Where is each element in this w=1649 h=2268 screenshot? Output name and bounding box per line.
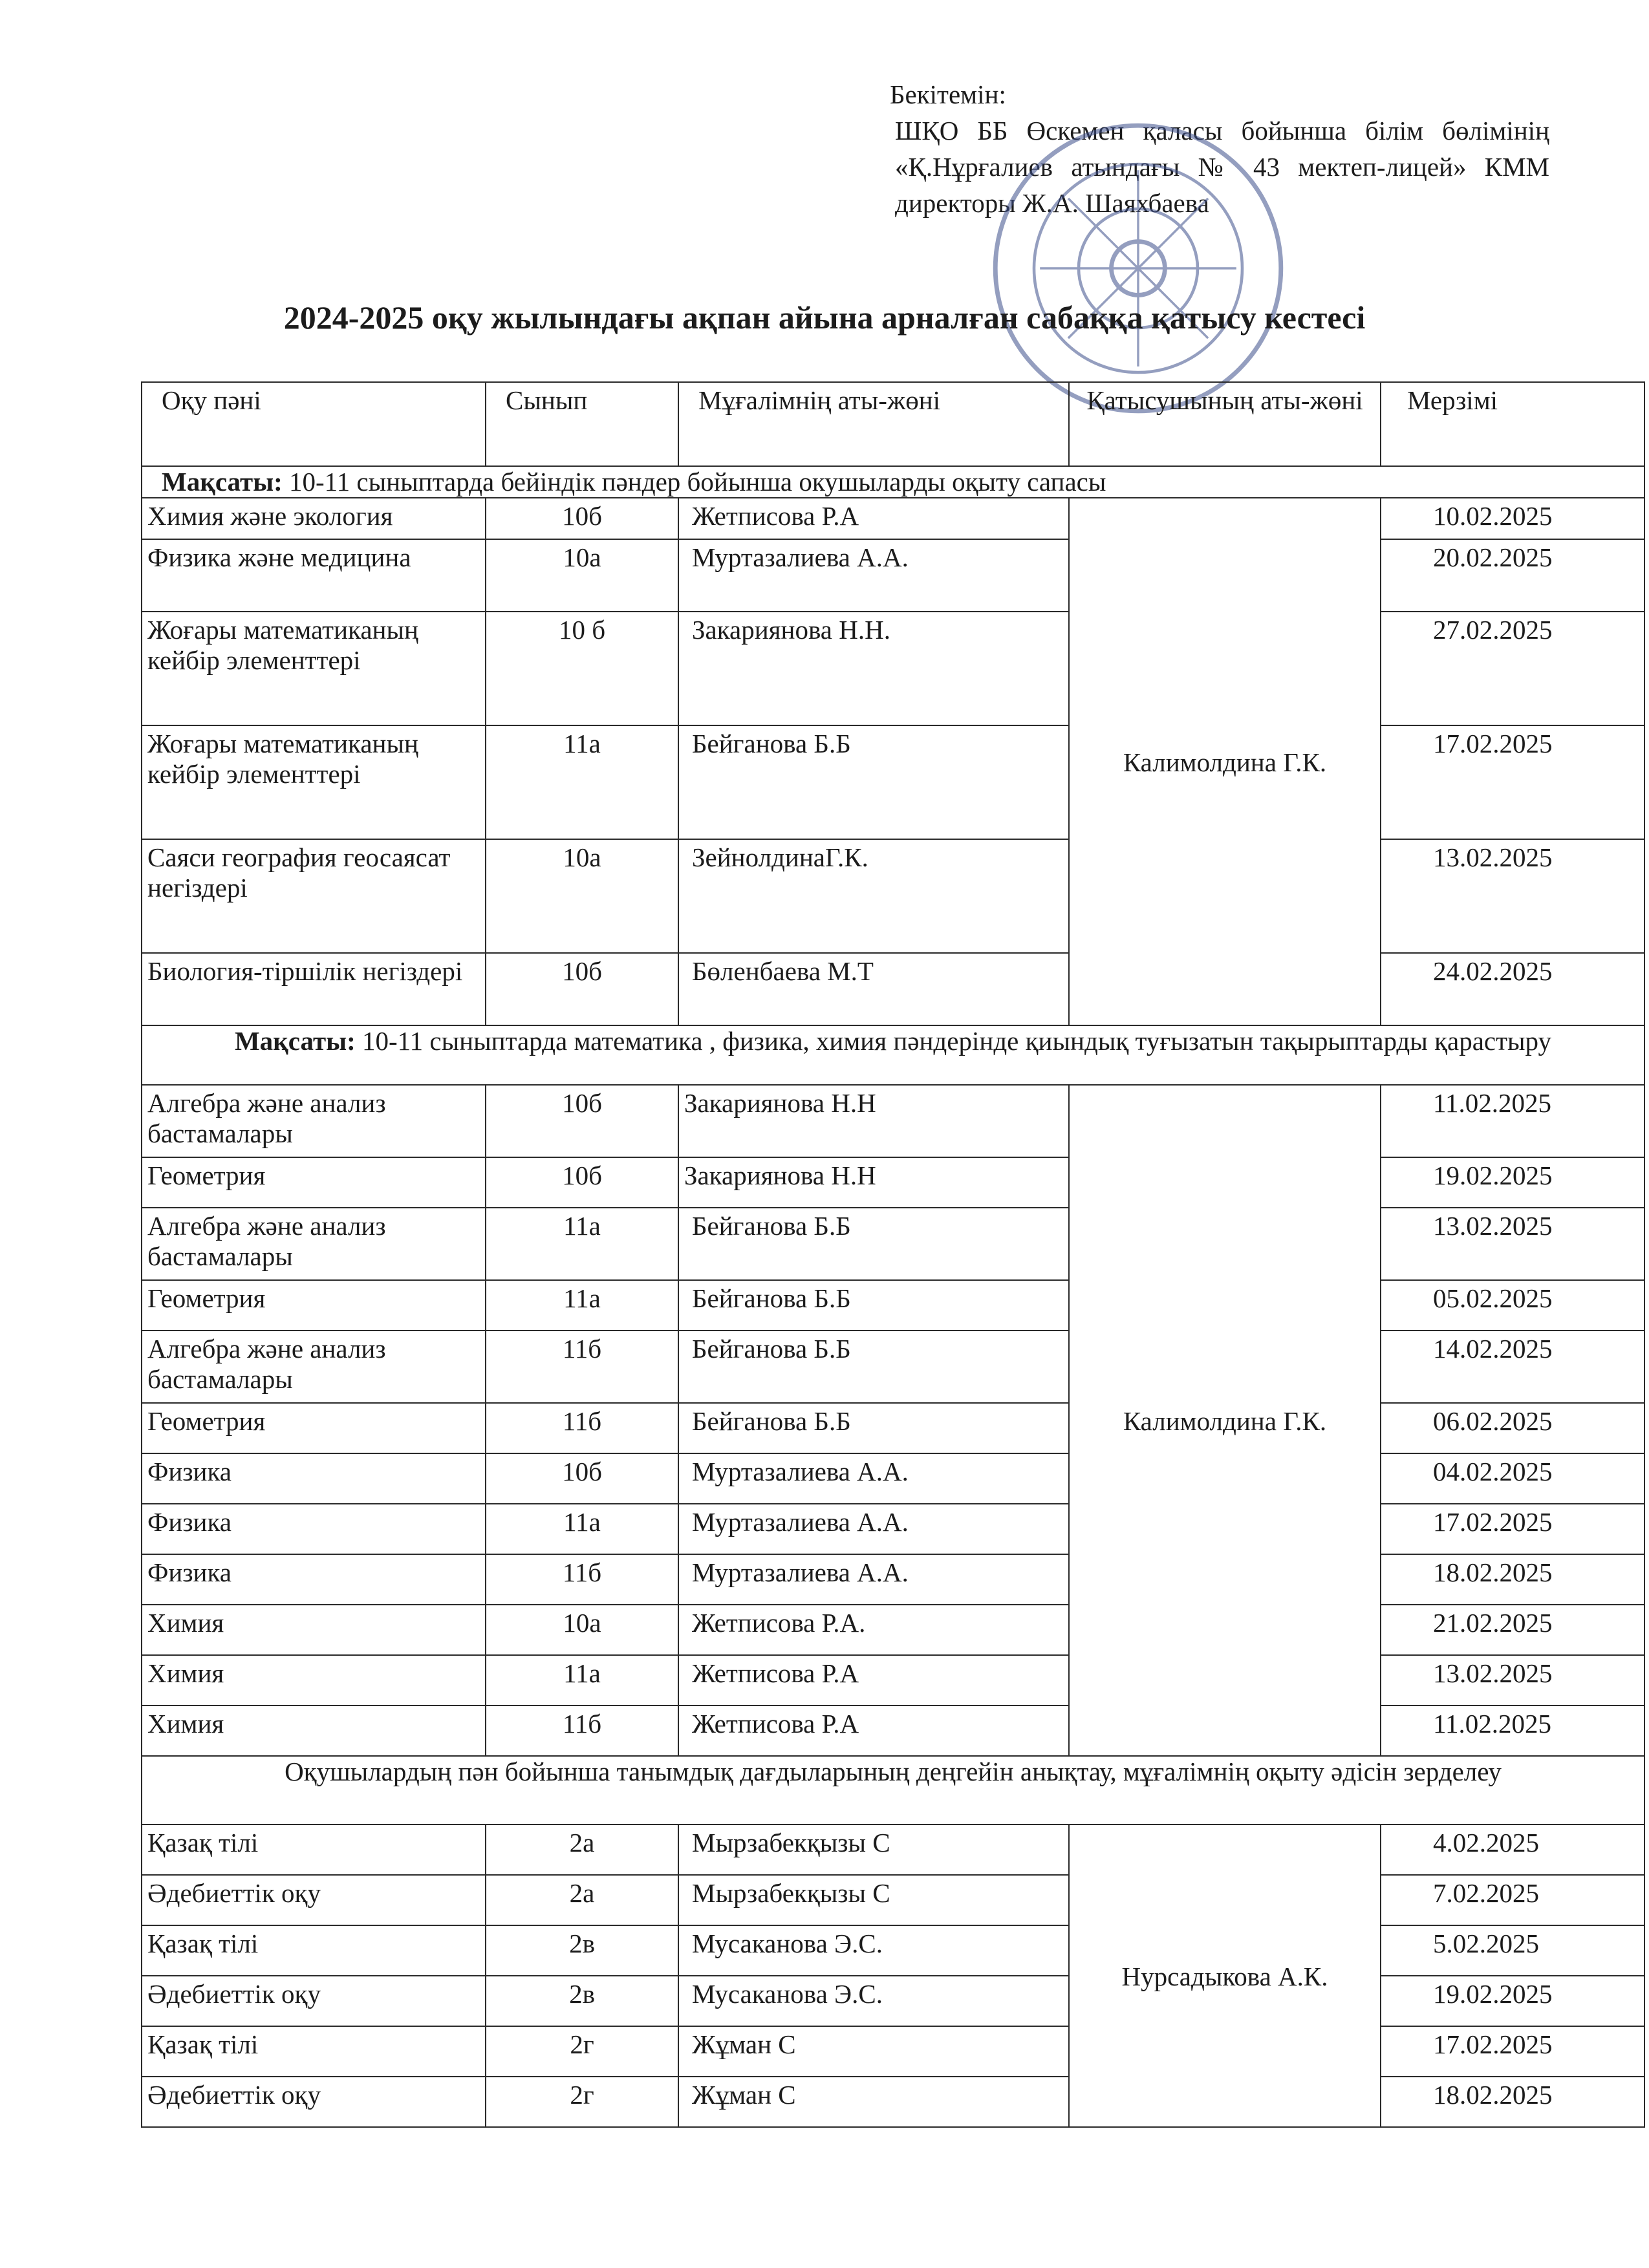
cell-class: 10б: [486, 1157, 678, 1208]
cell-class: 11а: [486, 1504, 678, 1554]
cell-date: 20.02.2025: [1381, 539, 1644, 612]
cell-class: 10а: [486, 839, 678, 953]
table-row: [142, 1085, 1644, 1157]
cell-class: 2в: [486, 1976, 678, 2026]
cell-class: 10б: [486, 953, 678, 1025]
table-row: [142, 539, 1644, 612]
goal-text: 10-11 сыныптарда бейіндік пәндер бойынша окушыларды оқыту сапасы: [282, 467, 1106, 497]
cell-date: 27.02.2025: [1381, 612, 1644, 725]
cell-teacher: Муртазалиева А.А.: [678, 539, 1069, 612]
cell-date: 10.02.2025: [1381, 498, 1644, 539]
cell-class: 10б: [486, 1085, 678, 1157]
cell-class: 2г: [486, 2077, 678, 2127]
table-row: [142, 1157, 1644, 1208]
table-row: [142, 1824, 1644, 1875]
cell-class: 10б: [486, 498, 678, 539]
cell-subject: Геометрия: [142, 1280, 486, 1331]
cell-date: 7.02.2025: [1381, 1875, 1644, 1925]
cell-teacher: Закариянова Н.Н.: [678, 612, 1069, 725]
cell-date: 5.02.2025: [1381, 1925, 1644, 1976]
cell-date: 17.02.2025: [1381, 725, 1644, 839]
table-row: [142, 1706, 1644, 1756]
cell-date: 17.02.2025: [1381, 1504, 1644, 1554]
table-row: [142, 725, 1644, 839]
cell-subject: Физика: [142, 1504, 486, 1554]
cell-subject: Саяси география геосаясат негіздері: [142, 839, 486, 953]
attendance-table: [141, 381, 1645, 2128]
cell-subject: Жоғары математиканың кейбір элементтері: [142, 612, 486, 725]
cell-teacher: Муртазалиева А.А.: [678, 1554, 1069, 1605]
cell-subject: Алгебра және анализ бастамалары: [142, 1331, 486, 1403]
cell-attendee: Калимолдина Г.К.: [1069, 1085, 1381, 1756]
cell-subject: Геометрия: [142, 1157, 486, 1208]
cell-teacher: Бейганова Б.Б: [678, 1403, 1069, 1453]
cell-teacher: Жетписова Р.А: [678, 498, 1069, 539]
cell-date: 04.02.2025: [1381, 1453, 1644, 1504]
goal-text: 10-11 сыныптарда математика , физика, химия пәндерінде қиындық туғызатын тақырыптарды қарастыру: [355, 1026, 1552, 1056]
section-goal: [142, 466, 1644, 498]
cell-subject: Физика: [142, 1554, 486, 1605]
cell-date: 21.02.2025: [1381, 1605, 1644, 1655]
table-row: [142, 612, 1644, 725]
cell-subject: Биология-тіршілік негіздері: [142, 953, 486, 1025]
cell-subject: Химия: [142, 1605, 486, 1655]
section-goal-row: [142, 1756, 1644, 1824]
table-row: [142, 498, 1644, 539]
table-row: [142, 1655, 1644, 1706]
cell-teacher: Закариянова Н.Н: [678, 1157, 1069, 1208]
table-row: [142, 1403, 1644, 1453]
table-row: [142, 1925, 1644, 1976]
cell-subject: Физика: [142, 1453, 486, 1504]
cell-date: 11.02.2025: [1381, 1085, 1644, 1157]
table-row: [142, 1208, 1644, 1280]
cell-attendee: Нурсадыкова А.К.: [1069, 1824, 1381, 2127]
cell-class: 2а: [486, 1875, 678, 1925]
cell-class: 10а: [486, 1605, 678, 1655]
cell-teacher: Закариянова Н.Н: [678, 1085, 1069, 1157]
table-row: [142, 1280, 1644, 1331]
cell-class: 11а: [486, 1208, 678, 1280]
cell-date: 13.02.2025: [1381, 1208, 1644, 1280]
column-header: Қатысушының аты-жөні: [1069, 382, 1381, 466]
cell-subject: Алгебра және анализ бастамалары: [142, 1208, 486, 1280]
cell-teacher: Жетписова Р.А: [678, 1655, 1069, 1706]
table-row: [142, 1504, 1644, 1554]
cell-class: 10 б: [486, 612, 678, 725]
cell-teacher: Жетписова Р.А: [678, 1706, 1069, 1756]
cell-teacher: Мырзабекқызы С: [678, 1875, 1069, 1925]
cell-date: 24.02.2025: [1381, 953, 1644, 1025]
cell-teacher: Жұман С: [678, 2026, 1069, 2077]
cell-subject: Әдебиеттік оқу: [142, 2077, 486, 2127]
cell-date: 4.02.2025: [1381, 1824, 1644, 1875]
cell-teacher: Бейганова Б.Б: [678, 1331, 1069, 1403]
table-row: [142, 1554, 1644, 1605]
cell-teacher: Бөленбаева М.Т: [678, 953, 1069, 1025]
cell-date: 05.02.2025: [1381, 1280, 1644, 1331]
cell-date: 17.02.2025: [1381, 2026, 1644, 2077]
cell-teacher: Бейганова Б.Б: [678, 1208, 1069, 1280]
goal-label: Мақсаты:: [162, 467, 283, 497]
table-row: [142, 1605, 1644, 1655]
cell-class: 10а: [486, 539, 678, 612]
table-row: [142, 839, 1644, 953]
cell-date: 18.02.2025: [1381, 2077, 1644, 2127]
cell-date: 13.02.2025: [1381, 839, 1644, 953]
cell-subject: Жоғары математиканың кейбір элементтері: [142, 725, 486, 839]
cell-class: 11а: [486, 725, 678, 839]
column-header: Оқу пәні: [142, 382, 486, 466]
cell-date: 19.02.2025: [1381, 1976, 1644, 2026]
table-row: [142, 2026, 1644, 2077]
cell-teacher: Бейганова Б.Б: [678, 725, 1069, 839]
cell-class: 2а: [486, 1824, 678, 1875]
column-header: Сынып: [486, 382, 678, 466]
table-row: [142, 2077, 1644, 2127]
cell-subject: Химия: [142, 1706, 486, 1756]
goal-label: Мақсаты:: [234, 1026, 356, 1056]
cell-date: 11.02.2025: [1381, 1706, 1644, 1756]
cell-subject: Физика және медицина: [142, 539, 486, 612]
cell-date: 06.02.2025: [1381, 1403, 1644, 1453]
cell-class: 2в: [486, 1925, 678, 1976]
cell-class: 11б: [486, 1331, 678, 1403]
approval-heading: Бекітемін:: [890, 80, 1006, 109]
table-row: [142, 1875, 1644, 1925]
column-header: Мұғалімнің аты-жөні: [678, 382, 1069, 466]
cell-date: 18.02.2025: [1381, 1554, 1644, 1605]
goal-text: Оқушылардың пән бойынша танымдық дағдыларының деңгейін анықтау, мұғалімнің оқыту әдісін зерделеу: [285, 1757, 1502, 1786]
cell-teacher: Мырзабекқызы С: [678, 1824, 1069, 1875]
cell-subject: Геометрия: [142, 1403, 486, 1453]
cell-class: 11б: [486, 1554, 678, 1605]
cell-teacher: Жетписова Р.А.: [678, 1605, 1069, 1655]
cell-class: 10б: [486, 1453, 678, 1504]
section-goal: [142, 1025, 1644, 1085]
cell-subject: Алгебра және анализ бастамалары: [142, 1085, 486, 1157]
cell-teacher: Муртазалиева А.А.: [678, 1504, 1069, 1554]
cell-teacher: ЗейнолдинаГ.К.: [678, 839, 1069, 953]
section-goal: [142, 1756, 1644, 1824]
table-row: [142, 1331, 1644, 1403]
approval-text: ШҚО ББ Өскемен қаласы бойынша білім бөлімінің «Қ.Нұрғалиев атындағы № 43 мектеп-лицей» КММ директоры Ж.А. Шаяхбаева: [895, 116, 1549, 218]
section-goal-row: [142, 466, 1644, 498]
official-seal-icon: [989, 120, 1287, 417]
cell-subject: Әдебиеттік оқу: [142, 1976, 486, 2026]
cell-date: 14.02.2025: [1381, 1331, 1644, 1403]
cell-teacher: Бейганова Б.Б: [678, 1280, 1069, 1331]
cell-subject: Әдебиеттік оқу: [142, 1875, 486, 1925]
cell-date: 19.02.2025: [1381, 1157, 1644, 1208]
cell-teacher: Мусаканова Э.С.: [678, 1976, 1069, 2026]
cell-class: 11б: [486, 1403, 678, 1453]
cell-class: 11б: [486, 1706, 678, 1756]
cell-teacher: Жұман С: [678, 2077, 1069, 2127]
section-goal-row: [142, 1025, 1644, 1085]
cell-attendee: Калимолдина Г.К.: [1069, 498, 1381, 1025]
cell-subject: Химия және экология: [142, 498, 486, 539]
table-header: [142, 382, 1644, 466]
table-row: [142, 953, 1644, 1025]
cell-subject: Қазақ тілі: [142, 2026, 486, 2077]
column-header: Мерзімі: [1381, 382, 1644, 466]
cell-date: 13.02.2025: [1381, 1655, 1644, 1706]
cell-class: 2г: [486, 2026, 678, 2077]
cell-teacher: Мусаканова Э.С.: [678, 1925, 1069, 1976]
table-row: [142, 1453, 1644, 1504]
table-row: [142, 1976, 1644, 2026]
cell-subject: Қазақ тілі: [142, 1925, 486, 1976]
cell-class: 11а: [486, 1280, 678, 1331]
cell-teacher: Муртазалиева А.А.: [678, 1453, 1069, 1504]
page-title: 2024-2025 оқу жылындағы ақпан айына арналған сабаққа қатысу кестесі: [283, 299, 1366, 336]
cell-subject: Химия: [142, 1655, 486, 1706]
cell-subject: Қазақ тілі: [142, 1824, 486, 1875]
cell-class: 11а: [486, 1655, 678, 1706]
